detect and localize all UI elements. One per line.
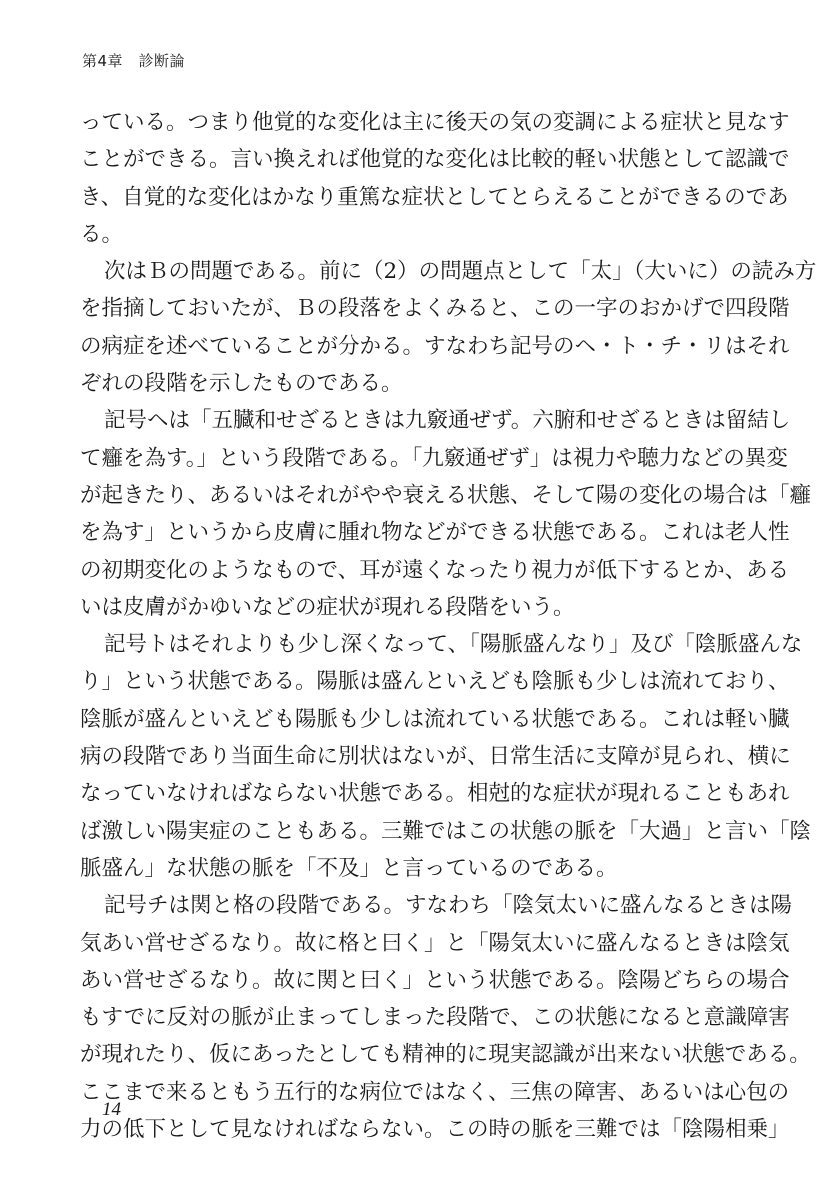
text-line: を為す」というから皮膚に腫れ物などができる状態である。これは老人性 <box>80 520 790 546</box>
text-line: 記号ヘは「五臓和せざるときは九竅通ぜず。六腑和せざるときは留結し <box>104 408 791 434</box>
page-number: 14 <box>102 1099 121 1120</box>
text-line: が起きたり、あるいはそれがやや衰える状態、そして陽の変化の場合は「癰 <box>80 482 812 508</box>
text-line: ここまで来るともう五行的な病位ではなく、三焦の障害、あるいは心包の <box>80 1079 790 1105</box>
text-line: り」という状態である。陽脈は盛んといえども陰脈も少しは流れており、 <box>80 669 790 695</box>
text-line: 陰脈が盛んといえども陽脈も少しは流れている状態である。これは軽い臓 <box>80 706 790 732</box>
text-line: なっていなければならない状態である。相尅的な症状が現れることもあれ <box>80 781 790 807</box>
text-line: て癰を為す。」という段階である。「九竅通ぜず」は視力や聴力などの異変 <box>80 445 788 471</box>
text-line: を指摘しておいたが、Ｂの段落をよくみると、この一字のおかげで四段階 <box>80 296 790 322</box>
text-line: 気あい営せざるなり。故に格と曰く」と「陽気太いに盛んなるときは陰気 <box>80 930 790 956</box>
text-line: の病症を述べていることが分かる。すなわち記号のヘ・ト・チ・リはそれ <box>80 333 790 359</box>
text-line: 記号トはそれよりも少し深くなって、「陽脈盛んなり」及び「陰脈盛んな <box>104 632 803 658</box>
text-line: いは皮膚がかゆいなどの症状が現れる段階をいう。 <box>80 594 575 620</box>
text-line: き、自覚的な変化はかなり重篤な症状としてとらえることができるのであ <box>80 184 789 210</box>
text-line: もすでに反対の脈が止まってしまった段階で、この状態になると意識障害 <box>80 1005 790 1031</box>
body-text <box>80 104 817 1148</box>
text-line: ば激しい陽実症のこともある。三難ではこの状態の脈を「大過」と言い「陰 <box>80 818 812 844</box>
text-line: 次はＢの問題である。前に（2）の問題点として「太」（大いに）の読み方 <box>104 259 817 285</box>
text-line: る。 <box>80 221 124 247</box>
text-line: 力の低下として見なければならない。この時の脈を三難では「陰陽相乗」 <box>80 1117 790 1143</box>
text-line: の初期変化のようなもので、耳が遠くなったり視力が低下するとか、ある <box>80 557 790 583</box>
text-line: ことができる。言い換えれば他覚的な変化は比較的軽い状態として認識で <box>80 147 790 173</box>
running-head: 第4章 診断論 <box>82 52 186 70</box>
text-line: 脈盛ん」な状態の脈を「不及」と言っているのである。 <box>80 855 618 881</box>
text-line: が現れたり、仮にあったとしても精神的に現実認識が出来ない状態である。 <box>80 1042 811 1068</box>
text-line: 記号チは関と格の段階である。すなわち「陰気太いに盛んなるときは陽 <box>104 893 793 919</box>
text-line: っている。つまり他覚的な変化は主に後天の気の変調による症状と見なす <box>80 110 790 135</box>
text-line: 病の段階であり当面生命に別状はないが、日常生活に支障が見られ、横に <box>80 744 791 770</box>
text-line: あい営せざるなり。故に関と曰く」という状態である。陰陽どちらの場合 <box>80 967 790 993</box>
text-line: ぞれの段階を示したものである。 <box>80 371 403 397</box>
